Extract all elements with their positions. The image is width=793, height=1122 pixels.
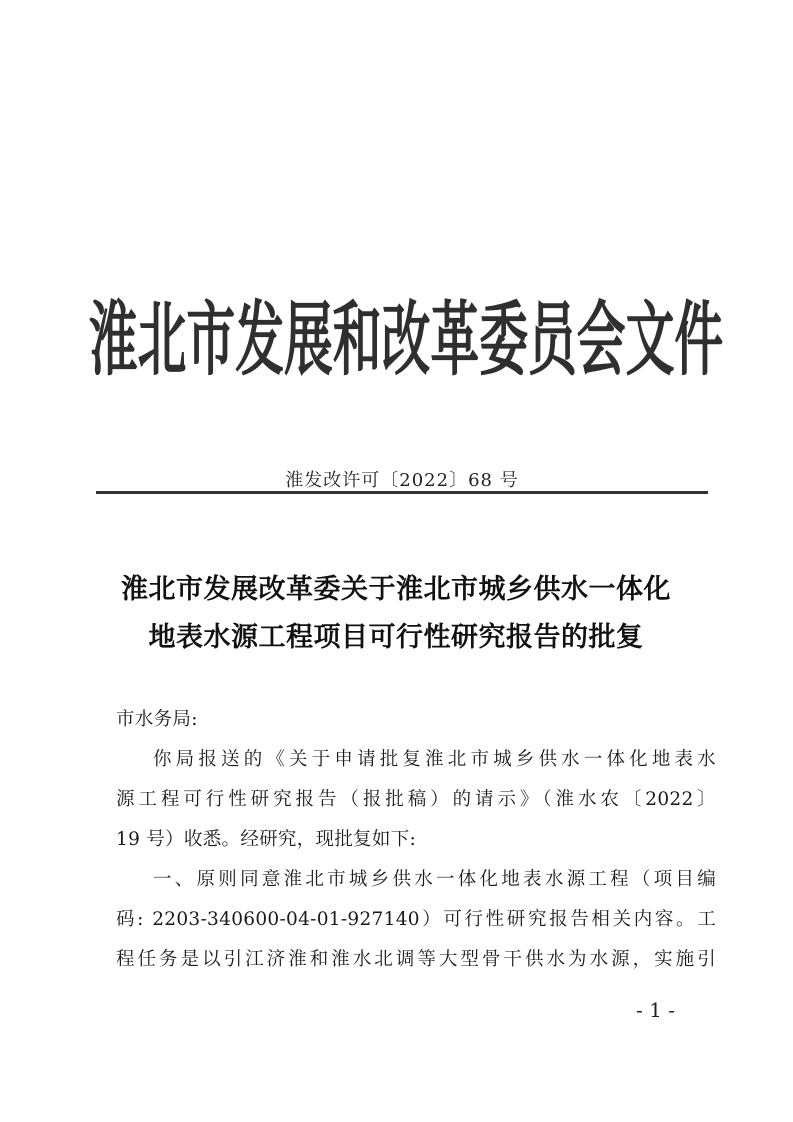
page-number: - 1 - (636, 998, 675, 1022)
document-number: 淮发改许可〔2022〕68 号 (285, 470, 519, 491)
body-line-6: 程任务是以引江济淮和淮水北调等大型骨干供水为水源，实施引 (116, 949, 716, 970)
masthead-title: 淮北市发展和改革委员会文件 (88, 293, 724, 388)
document-title (60, 566, 732, 662)
body-line-2: 源工程可行性研究报告（报批稿）的请示》（淮水农〔2022〕 (116, 789, 716, 810)
document-body (116, 700, 716, 980)
header-divider-line (96, 491, 708, 494)
title-line-2: 地表水源工程项目可行性研究报告的批复 (148, 622, 644, 653)
body-line-4: 一、原则同意淮北市城乡供水一体化地表水源工程（项目编 (153, 869, 716, 890)
title-line-1: 淮北市发展改革委关于淮北市城乡供水一体化 (121, 574, 671, 605)
salutation: 市水务局: (116, 709, 198, 730)
body-line-5: 码: 2203-340600-04-01-927140）可行性研究报告相关内容。工 (116, 909, 716, 930)
body-line-1: 你局报送的《关于申请批复淮北市城乡供水一体化地表水 (153, 749, 716, 770)
body-line-3: 19 号）收悉。经研究，现批复如下: (116, 829, 417, 850)
